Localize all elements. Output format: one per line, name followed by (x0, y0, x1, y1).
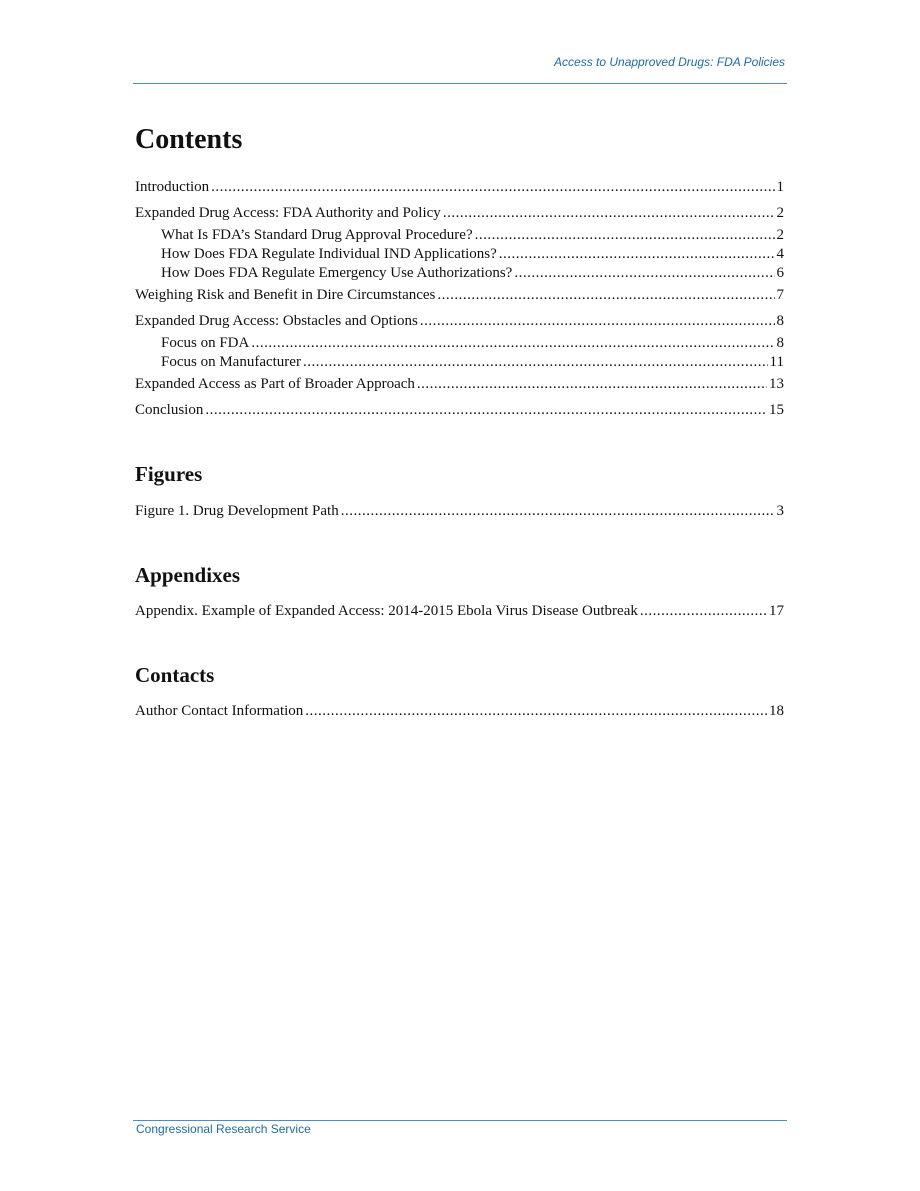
contacts-heading: Contacts (135, 663, 215, 687)
footer-rule (133, 1120, 787, 1121)
toc-entry-figure-1[interactable] (135, 502, 784, 520)
toc-entry-title: How Does FDA Regulate Individual IND Applications? (161, 246, 497, 262)
dot-leader (341, 502, 775, 520)
toc-entry-page: 7 (776, 287, 784, 303)
toc-entry-obstacles-options[interactable] (135, 312, 784, 330)
dot-leader (499, 245, 775, 263)
toc-entry-page: 6 (776, 265, 784, 281)
dot-leader (211, 178, 774, 196)
footer: Congressional Research Service (136, 1122, 311, 1136)
toc-entry-appendix[interactable] (135, 602, 784, 620)
toc-entry-title: Figure 1. Drug Development Path (135, 503, 339, 519)
figures-heading: Figures (135, 462, 203, 486)
toc-entry-page: 11 (769, 354, 784, 370)
toc-entry-fda-authority[interactable] (135, 204, 784, 222)
toc-entry-risk-benefit[interactable] (135, 286, 784, 304)
toc-entry-page: 17 (769, 603, 784, 619)
toc-entry-page: 1 (776, 179, 784, 195)
toc-entry-page: 4 (776, 246, 784, 262)
toc-entry-title: Expanded Access as Part of Broader Approach (135, 376, 415, 392)
toc-entry-author-contact[interactable] (135, 702, 784, 720)
dot-leader (420, 312, 775, 330)
toc-entry-page: 15 (769, 402, 784, 418)
toc-entry-title: Conclusion (135, 402, 204, 418)
dot-leader (251, 334, 774, 352)
toc-entry-focus-manufacturer[interactable] (161, 353, 784, 371)
toc-entry-page: 2 (776, 227, 784, 243)
toc-entry-page: 8 (776, 313, 784, 329)
dot-leader (475, 226, 775, 244)
dot-leader (640, 602, 767, 620)
toc-entry-title: Weighing Risk and Benefit in Dire Circumstances (135, 287, 436, 303)
toc-entry-emergency-use[interactable] (161, 264, 784, 282)
toc-entry-conclusion[interactable] (135, 401, 784, 419)
toc-entry-page: 2 (776, 205, 784, 221)
toc-entry-title: How Does FDA Regulate Emergency Use Authorizations? (161, 265, 513, 281)
toc-entry-approval-procedure[interactable] (161, 226, 784, 244)
dot-leader (305, 702, 767, 720)
toc-entry-title: Expanded Drug Access: FDA Authority and Policy (135, 205, 441, 221)
dot-leader (514, 264, 774, 282)
contents-heading: Contents (135, 124, 243, 155)
toc-entry-ind-applications[interactable] (161, 245, 784, 263)
toc-entry-title: Introduction (135, 179, 210, 195)
toc-entry-focus-fda[interactable] (161, 334, 784, 352)
toc-entry-page: 8 (776, 335, 784, 351)
running-header: Access to Unapproved Drugs: FDA Policies (554, 55, 785, 69)
appendixes-heading: Appendixes (135, 563, 241, 587)
dot-leader (437, 286, 774, 304)
toc-entry-title: Author Contact Information (135, 703, 304, 719)
toc-entry-title: Expanded Drug Access: Obstacles and Options (135, 313, 418, 329)
toc-entry-introduction[interactable] (135, 178, 784, 196)
dot-leader (205, 401, 767, 419)
toc-entry-page: 3 (776, 503, 784, 519)
toc-entry-page: 18 (769, 703, 784, 719)
toc-entry-page: 13 (769, 376, 784, 392)
dot-leader (417, 375, 767, 393)
toc-entry-broader-approach[interactable] (135, 375, 784, 393)
header-rule (133, 83, 787, 84)
toc-entry-title: Appendix. Example of Expanded Access: 2014-2015 Ebola Virus Disease Outbreak (135, 603, 638, 619)
toc-entry-title: What Is FDA’s Standard Drug Approval Procedure? (161, 227, 473, 243)
toc-entry-title: Focus on Manufacturer (161, 354, 301, 370)
dot-leader (303, 353, 768, 371)
dot-leader (443, 204, 775, 222)
toc-entry-title: Focus on FDA (161, 335, 250, 351)
